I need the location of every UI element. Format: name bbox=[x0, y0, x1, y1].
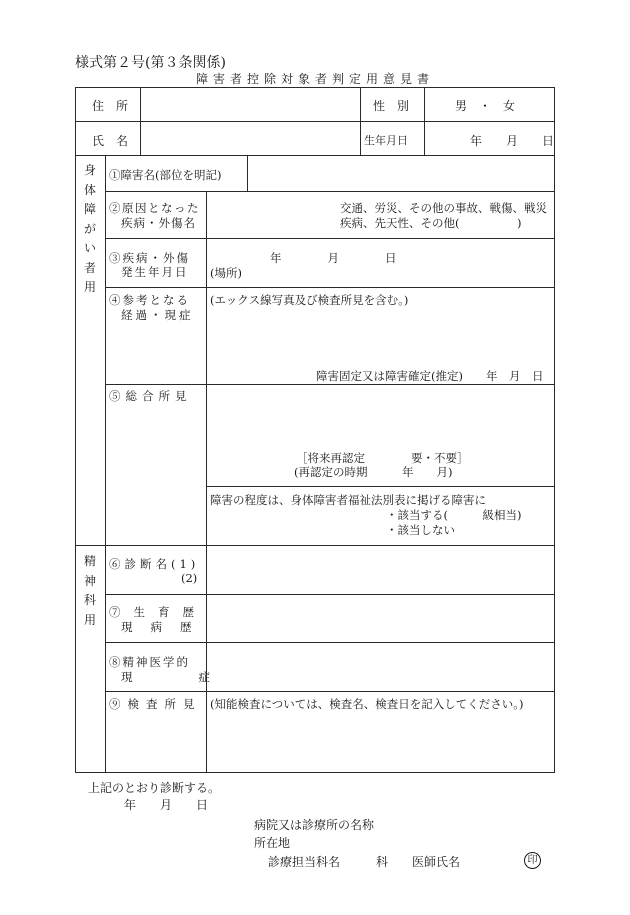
item6-diagnosis-label-line2: (2) bbox=[181, 571, 198, 585]
item8-mental-status-label-line2: 現症 bbox=[121, 670, 276, 684]
item2-cause-options-line2[interactable]: 疾病、先天性、その他( ) bbox=[340, 216, 522, 230]
item3-onset-place[interactable]: (場所) bbox=[210, 266, 242, 280]
item5-findings-label: ⑤総合所見 bbox=[109, 389, 192, 403]
name-label: 氏 名 bbox=[92, 134, 129, 148]
birth-date-label: 生年月日 bbox=[364, 134, 408, 147]
item7-history-label-line2: 現病歴 bbox=[121, 620, 210, 634]
department-doctor-label: 診療担当科名 科 医師氏名 bbox=[268, 855, 461, 869]
item8-mental-status-field[interactable] bbox=[207, 644, 554, 690]
item4-progress-label-line1: ④参考となる bbox=[109, 293, 190, 307]
address-field[interactable] bbox=[140, 88, 360, 121]
item5-degree-not-applicable[interactable]: ・該当しない bbox=[386, 523, 455, 537]
gender-label: 性 別 bbox=[373, 99, 410, 113]
hospital-name-label: 病院又は診療所の名称 bbox=[254, 818, 375, 832]
item7-history-label-line1: ⑦生育歴 bbox=[109, 605, 207, 619]
item3-onset-label-line1: ③疾病・外傷 bbox=[109, 251, 190, 265]
item4-fixed-date[interactable]: 障害固定又は障害確定(推定) 年 月 日 bbox=[316, 369, 544, 383]
item5-degree-applicable[interactable]: ・該当する( 級相当) bbox=[386, 508, 522, 522]
item8-mental-status-label-line1: ⑧精神医学的 bbox=[109, 655, 190, 669]
item5-degree-line1: 障害の程度は、身体障害者福祉法別表に掲げる障害に bbox=[210, 493, 486, 507]
item1-disability-name-label: ①障害名(部位を明記) bbox=[109, 168, 222, 182]
address-label: 住 所 bbox=[92, 99, 129, 113]
item6-diagnosis-field[interactable] bbox=[207, 547, 554, 593]
birth-date-field[interactable]: 年 月 日 bbox=[470, 134, 555, 148]
seal-icon: 印 bbox=[524, 852, 541, 869]
item7-history-field[interactable] bbox=[207, 596, 554, 641]
item5-findings-field[interactable] bbox=[207, 386, 554, 446]
diagnosis-date[interactable]: 年 月 日 bbox=[124, 798, 209, 812]
physical-section-label: 身体障がい者用 bbox=[83, 163, 96, 294]
form-number: 様式第２号(第３条関係) bbox=[75, 55, 226, 71]
name-field[interactable] bbox=[140, 122, 360, 155]
item9-exam-label: ⑨検査所見 bbox=[109, 697, 202, 711]
item1-disability-name-field[interactable] bbox=[248, 156, 554, 191]
psychiatric-section-label: 精神科用 bbox=[83, 554, 96, 627]
gender-options[interactable]: 男 ・ 女 bbox=[455, 99, 516, 113]
item4-progress-label-line2: 経過・現症 bbox=[121, 308, 194, 322]
diagnosis-statement: 上記のとおり診断する。 bbox=[88, 781, 221, 795]
item2-cause-label-line2: 疾病・外傷名 bbox=[121, 216, 196, 230]
item5-reexam-line1[interactable]: ［将来再認定 要・不要］ bbox=[296, 451, 469, 465]
item9-exam-note: (知能検査については、検査名、検査日を記入してください。) bbox=[210, 697, 524, 711]
item4-progress-note: (エックス線写真及び検査所見を含む。) bbox=[210, 293, 409, 307]
location-label: 所在地 bbox=[254, 836, 291, 850]
item5-reexam-line2[interactable]: (再認定の時期 年 月) bbox=[294, 465, 453, 479]
item3-onset-date[interactable]: 年 月 日 bbox=[270, 251, 397, 265]
form-title: 障害者控除対象者判定用意見書 bbox=[196, 72, 435, 86]
item2-cause-options-line1[interactable]: 交通、労災、その他の事故、戦傷、戦災 bbox=[340, 201, 547, 215]
item2-cause-label-line1: ②原因となった bbox=[109, 201, 200, 215]
item3-onset-label-line2: 発生年月日 bbox=[121, 265, 189, 279]
item9-exam-field[interactable] bbox=[207, 712, 554, 772]
item4-progress-field[interactable] bbox=[207, 306, 554, 362]
item6-diagnosis-label: ⑥診断名(1) bbox=[109, 557, 200, 571]
